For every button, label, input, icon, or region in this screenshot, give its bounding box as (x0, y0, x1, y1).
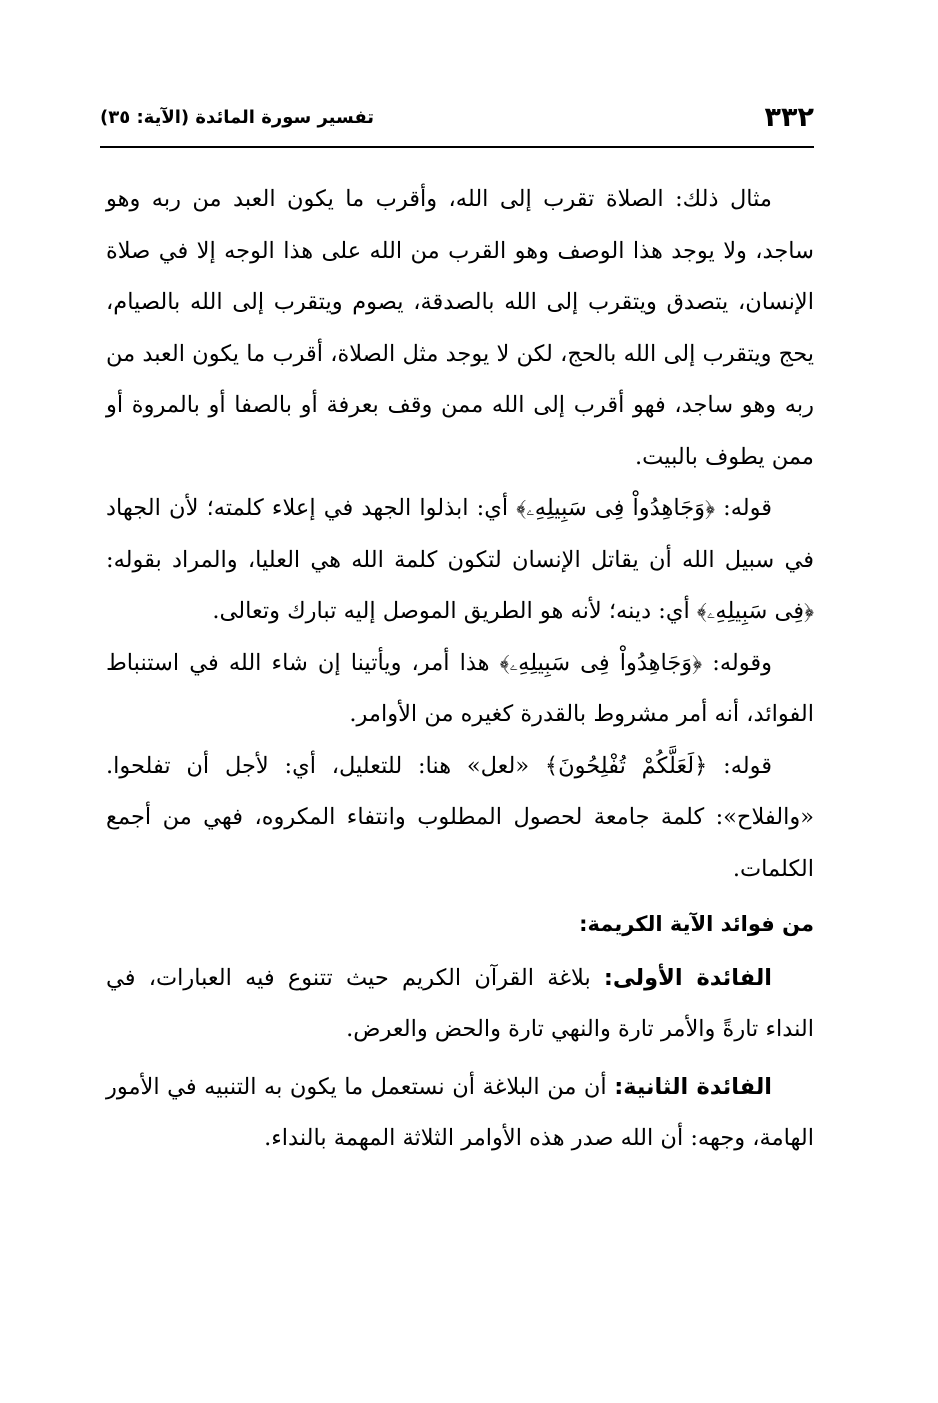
benefit-second (106, 1062, 814, 1165)
benefit-label: الفائدة الثانية: (614, 1073, 773, 1100)
paragraph-lead: وقوله: (702, 649, 772, 676)
paragraph-text: مثال ذلك: الصلاة تقرب إلى الله، وأقرب ما يكون العبد من ربه وهو ساجد، ولا يوجد هذا الوصف وهو القرب من الله على هذا الوجه إلا في صلاة الإنسان، يتصدق ويتقرب إلى الله بالصدقة، يصوم ويتقرب إلى الله بالصيام، يحج ويتقرب إلى الله بالحج، لكن لا يوجد مثل الصلاة، أقرب ما يكون العبد من ربه وهو ساجد، فهو أقرب إلى الله ممن وقف بعرفة أو بالصفا أو بالمروة أو ممن يطوف بالبيت. (106, 186, 814, 470)
paragraph-text: «لعل» هنا: للتعليل، أي: لأجل أن تفلحوا. «والفلاح»: كلمة جامعة لحصول المطلوب وانتفاء المكروه، فهي من أجمع الكلمات. (106, 752, 814, 882)
benefit-label: الفائدة الأولى: (603, 964, 772, 991)
quran-quote: ﴿لَعَلَّكُمْ تُفْلِحُونَ﴾ (544, 752, 708, 779)
benefit-text: أن من البلاغة أن نستعمل ما يكون به التنبيه في الأمور الهامة، وجهه: أن الله صدر هذه الأوامر الثلاثة المهمة بالنداء. (106, 1073, 814, 1151)
running-head (100, 92, 814, 142)
header-divider (100, 146, 814, 148)
running-title: تفسير سورة المائدة (الآية: ٣٥) (100, 106, 375, 128)
paragraph-lead: قوله: (707, 752, 773, 779)
benefit-first (106, 953, 814, 1056)
paragraph-lead: قوله: (714, 495, 772, 521)
paragraph-text: أي: ابذلوا الجهد في إعلاء كلمته؛ لأن الجهاد في سبيل الله أن يقاتل الإنسان لتكون كلمة الله هي العليا، والمراد بقوله: (106, 495, 814, 573)
paragraph-text: هذا أمر، ويأتينا إن شاء الله في استنباط الفوائد، أنه أمر مشروط بالقدرة كغيره من الأوامر. (106, 649, 814, 727)
quran-quote: ﴿فِى سَبِيلِهِۦ﴾ (696, 598, 814, 624)
paragraph-text: أي: دينه؛ لأنه هو الطريق الموصل إليه تبارك وتعالى. (212, 598, 697, 624)
paragraph-jihad (106, 483, 814, 638)
paragraph-command (106, 638, 814, 741)
paragraph-success (106, 741, 814, 896)
body-text (106, 174, 814, 1165)
page-number: ٣٣٢ (764, 101, 814, 133)
benefit-text: بلاغة القرآن الكريم حيث تتنوع فيه العبارات، في النداء تارةً والأمر تارة والنهي تارة والحض والعرض. (106, 964, 814, 1042)
quran-quote: ﴿وَجَاهِدُواْ فِى سَبِيلِهِۦ﴾ (516, 495, 715, 521)
quran-quote: ﴿وَجَاهِدُواْ فِى سَبِيلِهِۦ﴾ (499, 649, 703, 676)
paragraph-example (106, 174, 814, 483)
section-heading: من فوائد الآية الكريمة: (579, 912, 814, 936)
